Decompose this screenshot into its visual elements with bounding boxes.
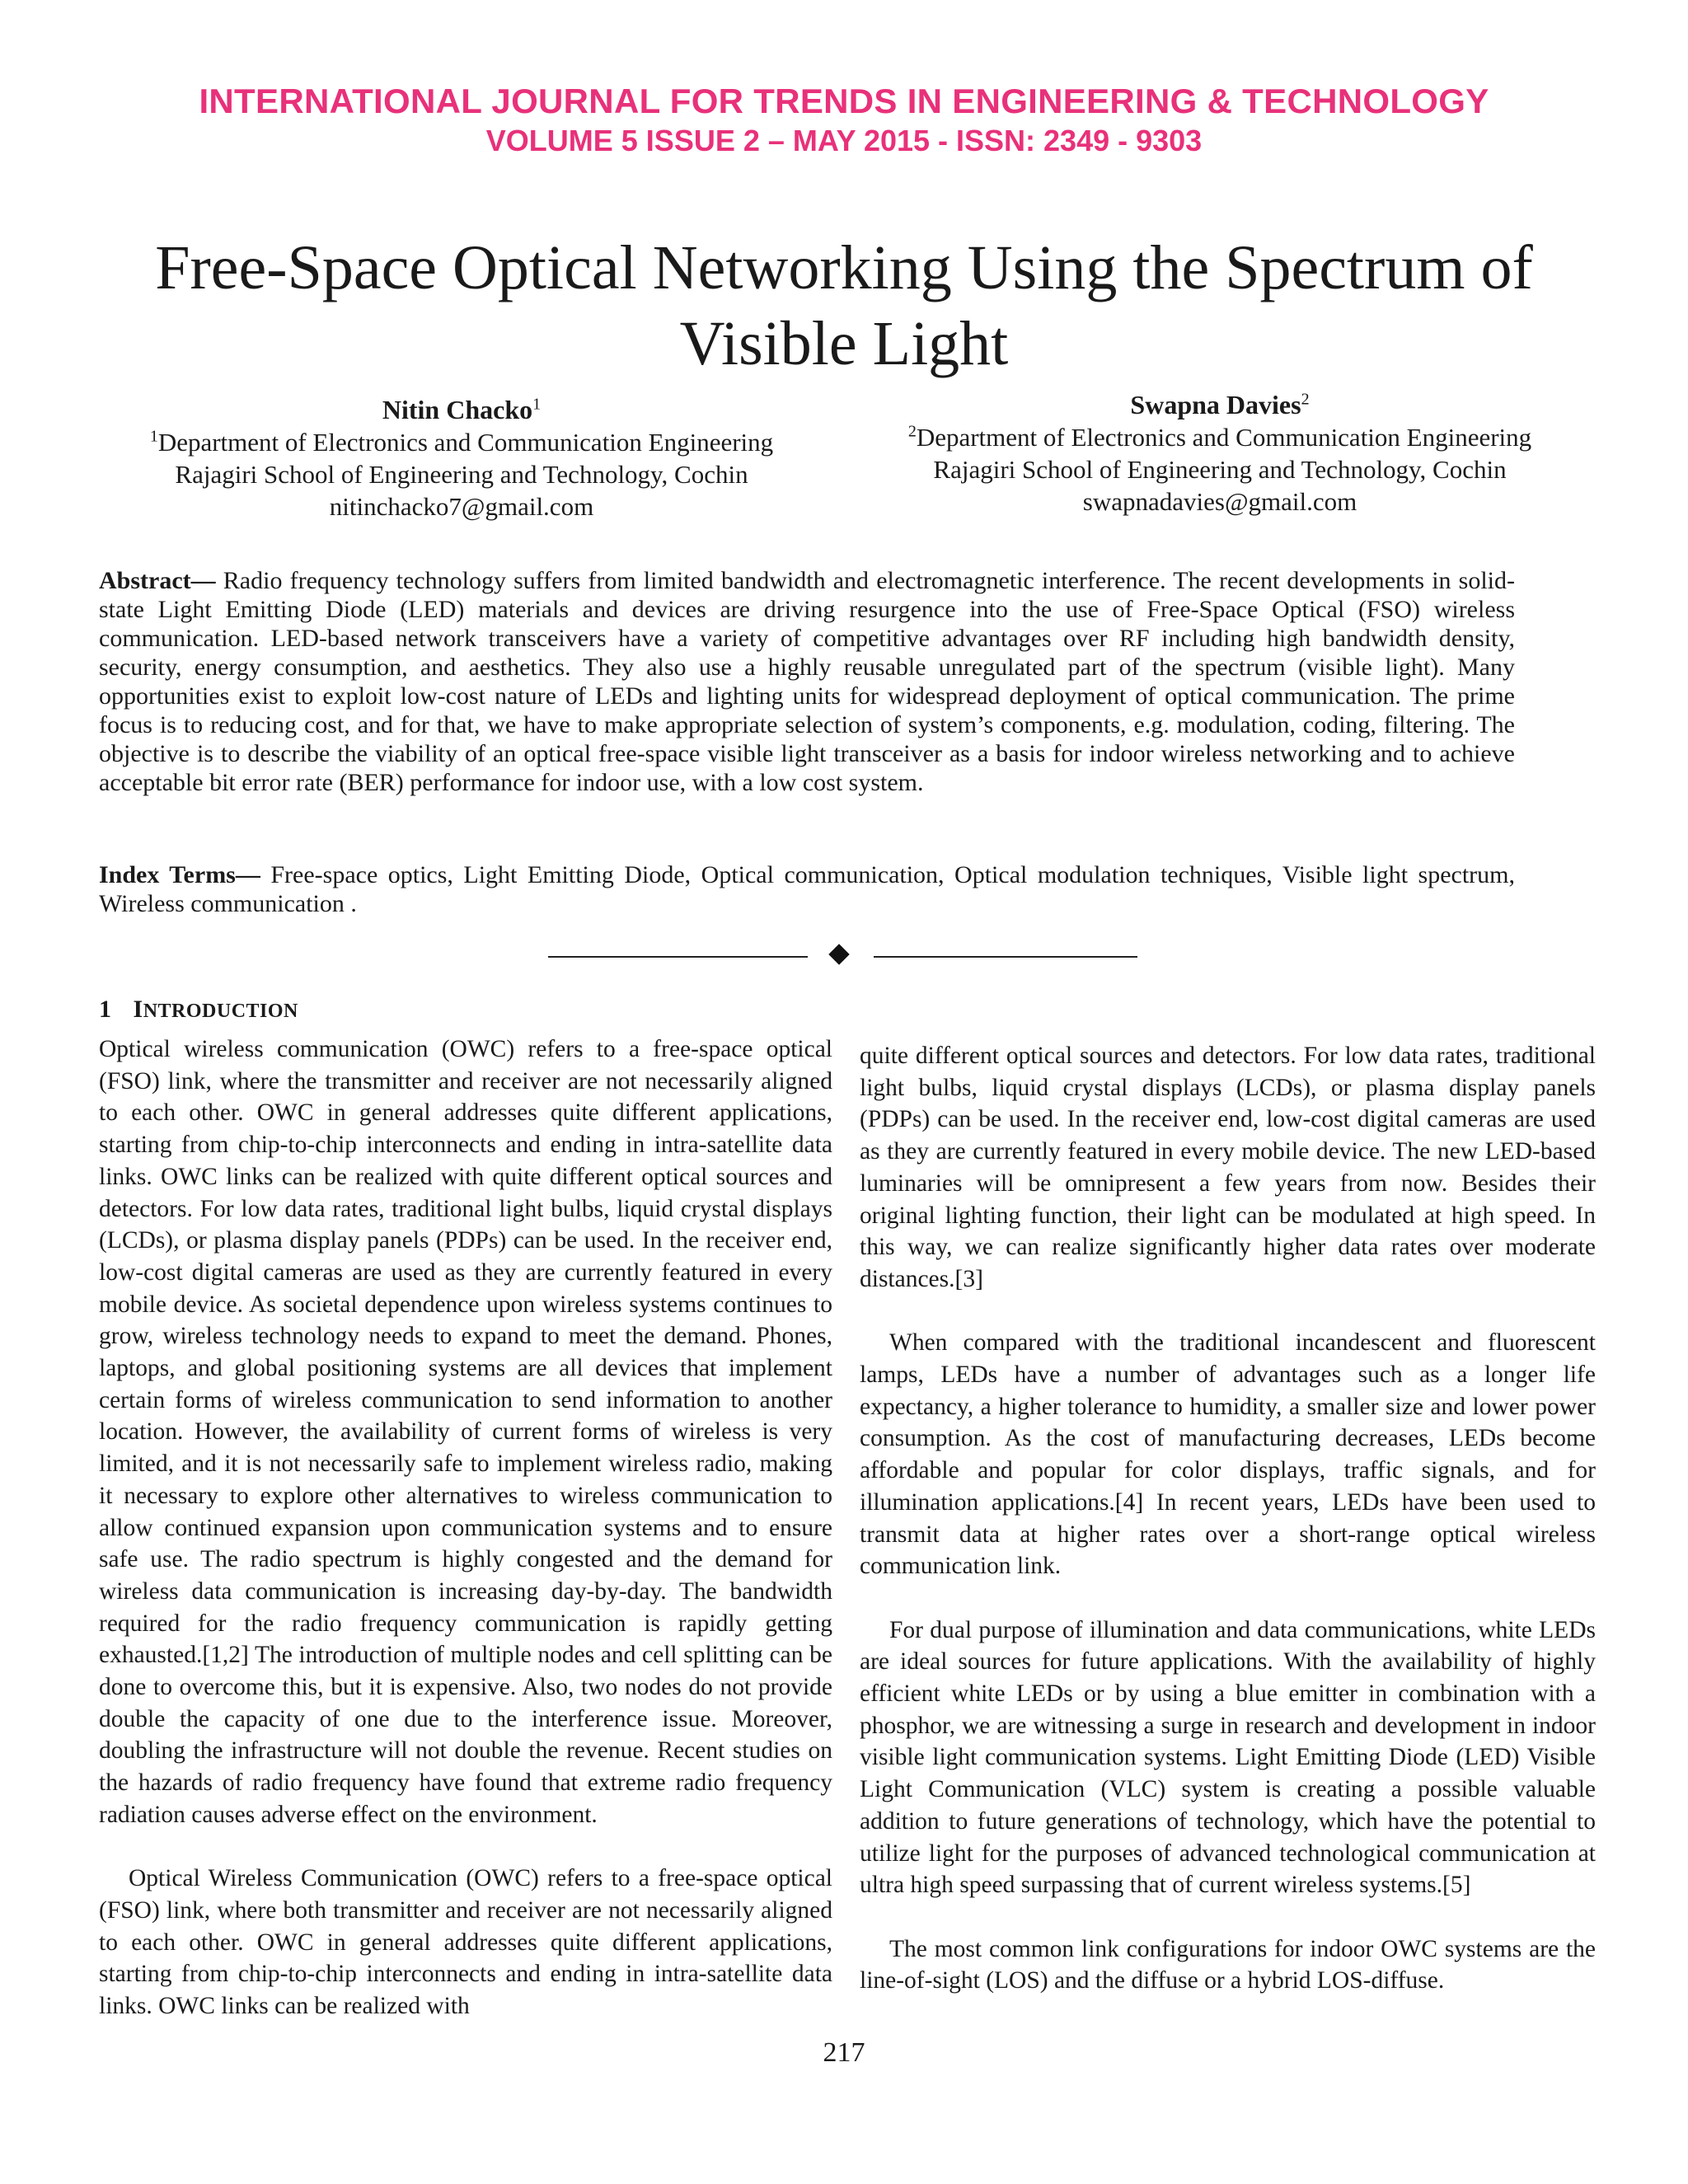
author-email: swapnadavies@gmail.com [1082, 487, 1357, 516]
author-email: nitinchacko7@gmail.com [329, 492, 594, 521]
author-name: Swapna Davies [1130, 390, 1301, 419]
index-terms-text: Free-space optics, Light Emitting Diode, Optical communication, Optical modulation techniques, Visible light spectrum, Wireless communication . [99, 861, 1515, 917]
paper-title: Free-Space Optical Networking Using the Spectrum of Visible Light [155, 232, 1533, 378]
author-block-1 [99, 394, 824, 523]
body-column-left [99, 1033, 832, 2022]
section-heading-introduction [99, 996, 298, 1024]
body-paragraph: Optical wireless communication (OWC) refers to a free-space optical (FSO) link, where the transmitter and receiver are not necessarily aligned to each other. OWC in general addresses quite different applications, starting from chip-to-chip interconnects and ending in intra-satellite data links. OWC links can be realized with quite different optical sources and detectors. For low data rates, traditional light bulbs, liquid crystal displays (LCDs), or plasma display panels (PDPs) can be used. In the receiver end, low-cost digital cameras are used as they are currently featured in every mobile device. As societal dependence upon wireless systems continues to grow, wireless technology needs to expand to meet the demand. Phones, laptops, and global positioning systems are all devices that implement certain forms of wireless communication to send information to another location. However, the availability of current forms of wireless is very limited, and it is not necessarily safe to implement wireless radio, making it necessary to explore other alternatives to wireless communication to allow continued expansion upon communication systems and to ensure safe use. The radio spectrum is highly congested and the demand for wireless data communication is increasing day-by-day. The bandwidth required for the radio frequency communication is rapidly getting exhausted.[1,2] The introduction of multiple nodes and cell splitting can be done to overcome this, but it is expensive. Also, two nodes do not provide double the capacity of one due to the interference issue. Moreover, doubling the infrastructure will not double the revenue. Recent studies on the hazards of radio frequency have found that extreme radio frequency radiation causes adverse effect on the environment. [99, 1036, 832, 1828]
section-separator [548, 944, 1142, 969]
body-paragraph: quite different optical sources and detectors. For low data rates, traditional light bulbs, liquid crystal displays (LCDs), or plasma display panels (PDPs) can be used. In the receiver end, low-cost digital cameras are used as they are currently featured in every mobile device. The new LED-based luminaries will be omnipresent a few years from now. Besides their original lighting function, their light can be modulated at high speed. In this way, we can realize significantly higher data rates over moderate distances.[3] [860, 1043, 1596, 1292]
author-block-2 [857, 389, 1582, 518]
author-institution: Rajagiri School of Engineering and Technology, Cochin [933, 455, 1507, 484]
author-institution: Rajagiri School of Engineering and Technology, Cochin [175, 460, 748, 489]
body-paragraph: Optical Wireless Communication (OWC) refers to a free-space optical (FSO) link, where both transmitter and receiver are not necessarily aligned to each other. OWC in general addresses quite different applications, starting from chip-to-chip interconnects and ending in intra-satellite data links. OWC links can be realized with [99, 1865, 832, 2020]
index-terms [99, 860, 1515, 918]
abstract-text: Radio frequency technology suffers from limited bandwidth and electromagnetic interference. The recent developments in solid-state Light Emitting Diode (LED) materials and devices are driving resurgence into the use of Free-Space Optical (FSO) wireless communication. LED-based network transceivers have a variety of competitive advantages over RF including high bandwidth density, security, energy consumption, and aesthetics. They also use a highly reusable unregulated part of the spectrum (visible light). Many opportunities exist to exploit low-cost nature of LEDs and lighting units for widespread deployment of optical communication. The prime focus is to reducing cost, and for that, we have to make appropriate selection of system’s components, e.g. modulation, coding, filtering. The objective is to describe the viability of an optical free-space visible light transceiver as a basis for indoor wireless networking and to achieve acceptable bit error rate (BER) performance for indoor use, with a low cost system. [99, 567, 1516, 796]
body-paragraph: The most common link configurations for indoor OWC systems are the line-of-sight (LOS) and the diffuse or a hybrid LOS-diffuse. [860, 1935, 1596, 1994]
abstract [99, 566, 1515, 797]
section-number: 1 [99, 996, 112, 1023]
section-title-initial: I [133, 996, 143, 1023]
author-name: Nitin Chacko [382, 395, 533, 424]
body-paragraph: When compared with the traditional incandescent and fluorescent lamps, LEDs have a number of advantages such as a longer life expectancy, a higher tolerance to humidity, a smaller size and lower power consumption. As the cost of manufacturing decreases, LEDs become affordable and popular for color displays, traffic signals, and for illumination applications.[4] In recent years, LEDs have been used to transmit data at higher rates over a short-range optical wireless communication link. [860, 1329, 1596, 1580]
separator-rule-right [874, 956, 1137, 958]
body-paragraph: For dual purpose of illumination and data communications, white LEDs are ideal sources for future applications. With the availability of highly efficient white LEDs or by using a blue emitter in combination with a phosphor, we are witnessing a surge in research and development in indoor visible light communication systems. Light Emitting Diode (LED) Visible Light Communication (VLC) system is creating a possible valuable addition to future generations of technology, which have the potential to utilize light for the purposes of advanced technological communication at ultra high speed surpassing that of current wireless systems.[5] [860, 1616, 1596, 1899]
journal-volume-line: VOLUME 5 ISSUE 2 – MAY 2015 - ISSN: 2349 - 9303 [485, 124, 1203, 157]
abstract-label: Abstract— [99, 567, 216, 594]
author-department: Department of Electronics and Communication Engineering [916, 423, 1532, 452]
affiliation-marker: 2 [907, 422, 917, 441]
affiliation-marker: 1 [149, 427, 158, 446]
index-terms-label: Index Terms— [99, 861, 260, 888]
author-department: Department of Electronics and Communication Engineering [157, 428, 774, 457]
author-marker: 2 [1301, 390, 1310, 409]
section-title-rest: NTRODUCTION [143, 1001, 298, 1022]
journal-name: INTERNATIONAL JOURNAL FOR TRENDS IN ENGINEERING & TECHNOLOGY [199, 82, 1489, 120]
author-marker: 1 [532, 395, 542, 414]
journal-header [0, 81, 1688, 160]
body-column-right [860, 1040, 1596, 2029]
separator-rule-left [548, 956, 808, 958]
page-number: 217 [823, 2037, 865, 2068]
diamond-icon [828, 944, 849, 964]
